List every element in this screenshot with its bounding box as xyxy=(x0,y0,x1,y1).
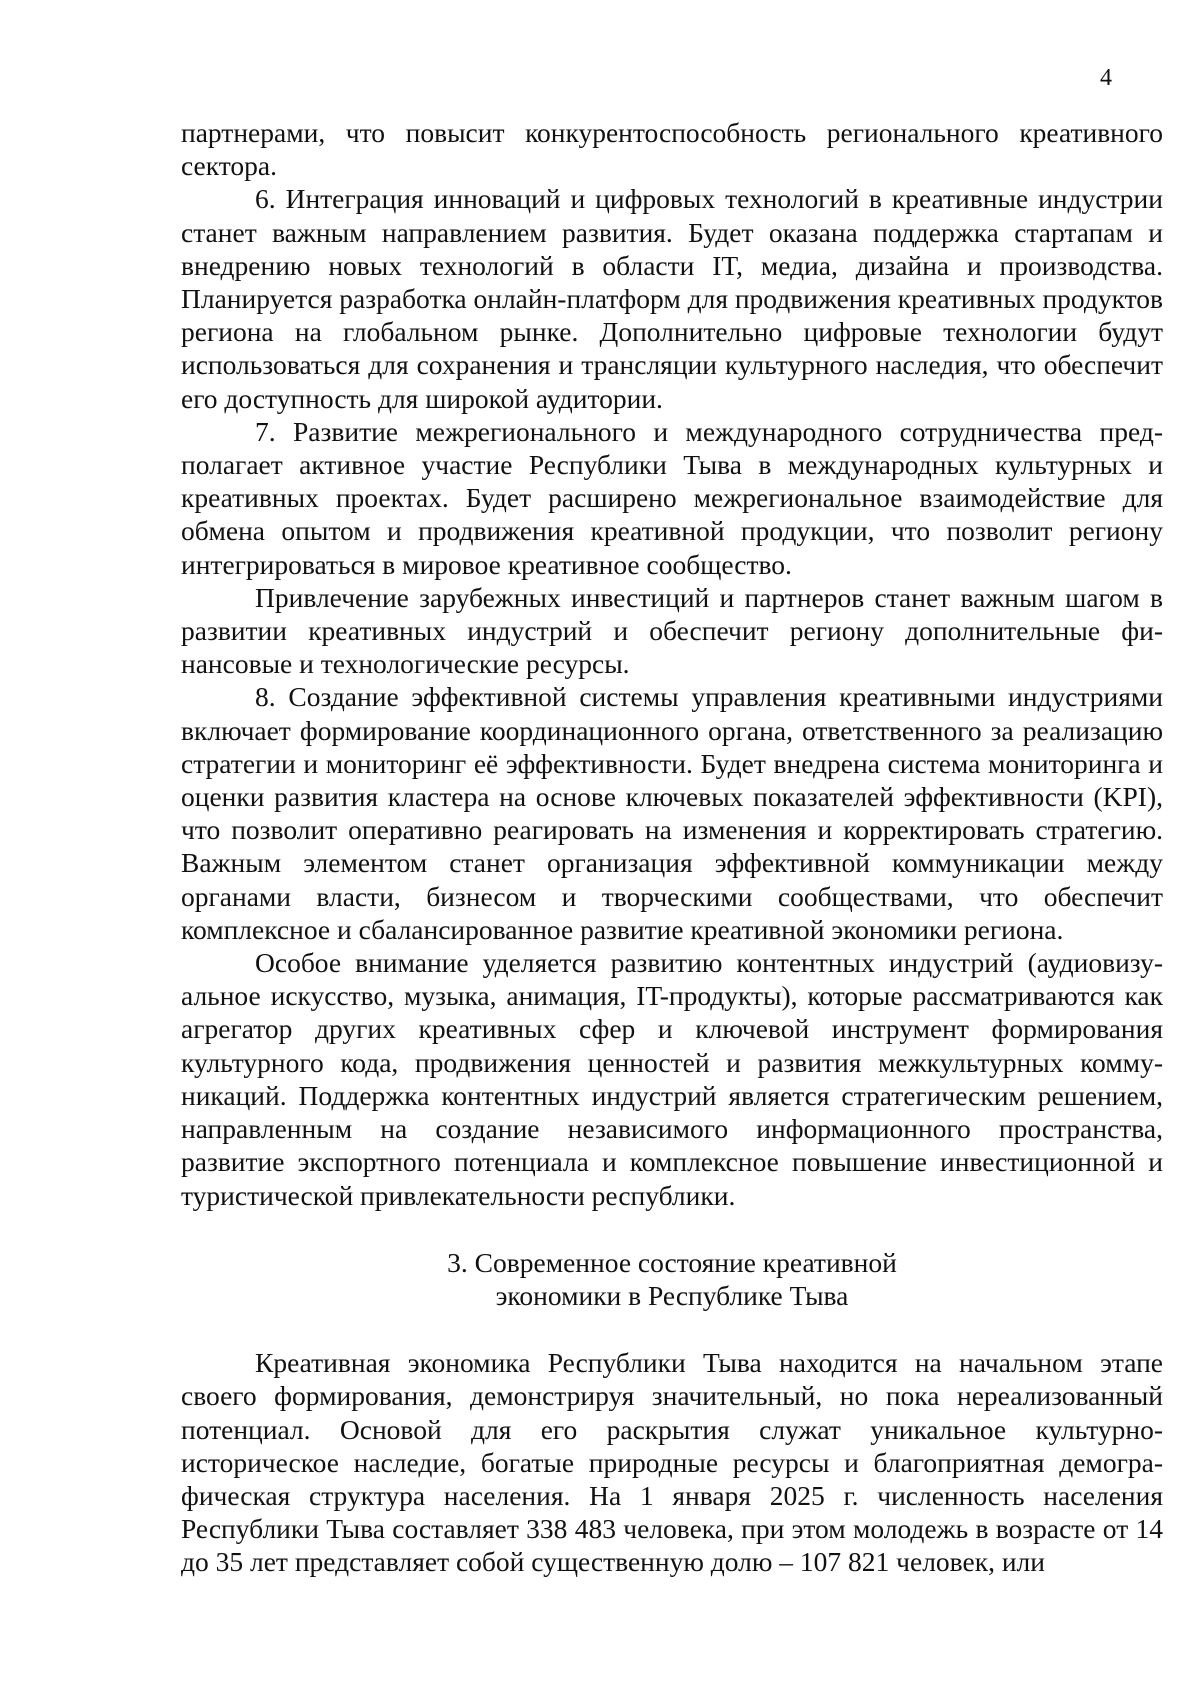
paragraph: 6. Интеграция инноваций и цифровых технологий в креативные индустрии станет важным направлением развития. Будет оказана поддержка стартапам и внедрению новых технологий в области IT, медиа, дизайна и производства. Планируется разработка онлайн-платформ для продвижения креативных продуктов региона на глобальном рынке. Дополнительно цифровые технологии будут использоваться для сохранения и трансляции культурного наследия, что обеспечит его доступность для широкой аудитории. xyxy=(181,183,1163,414)
paragraph: 7. Развитие межрегионального и международного сотрудничества предполагает активное участие Республики Тыва в международных культурных и креативных проектах. Будет расширено межрегиональное взаимодействие для обмена опытом и продвижения креативной продукции, что позволит региону интегрироваться в мировое креативное сообщество. xyxy=(181,415,1163,580)
paragraph: Особое внимание уделяется развитию контентных индустрий (аудиовизуальное искусство, музыка, анимация, IT-продукты), которые рассматриваются как агрегатор других креативных сфер и ключевой инструмент формирования культурного кода, продвижения ценностей и развития межкультурных коммуникаций. Поддержка контентных индустрий является стратегическим решением, направленным на создание независимого информационного пространства, развитие экспортного потенциала и комплексное повышение инвестиционной и туристической привлекательности республики. xyxy=(181,947,1163,1211)
paragraphs-after xyxy=(181,1346,1163,1578)
paragraph: партнерами, что повысит конкурентоспособность регионального креативного сектора. xyxy=(181,117,1163,182)
paragraph: 8. Создание эффективной системы управления креативными индустриями включает формирование координационного органа, ответственного за реализацию стратегии и мониторинг её эффективности. Будет внедрена система мониторинга и оценки развития кластера на основе ключевых показателей эффективности (KPI), что позволит оперативно реагировать на изменения и корректировать стратегию. Важным элементом станет организация эффективной коммуникации между органами власти, бизнесом и творческими сообществами, что обеспечит комплексное и сбалансированное развитие креативной экономики региона. xyxy=(181,681,1163,945)
paragraphs-before xyxy=(181,116,1163,1212)
section-heading-line-2: экономики в Республике Тыва xyxy=(495,1279,849,1311)
paragraph: Привлечение зарубежных инвестиций и партнеров станет важным шагом в развитии креативных индустрий и обеспечит региону дополнительные финансовые и технологические ресурсы. xyxy=(181,581,1163,680)
section-heading-line-1: 3. Современное состояние креативной xyxy=(447,1246,897,1278)
paragraph: Креативная экономика Республики Тыва находится на начальном этапе своего формирования, демонстрируя значительный, но пока нереализованный потенциал. Основой для его раскрытия служат уникальное культурно-историческое наследие, богатые природные ресурсы и благоприятная демографическая структура населения. На 1 января 2025 г. численность населения Республики Тыва составляет 338 483 человека, при этом молодежь в возрасте от 14 до 35 лет представляет собой существенную долю – 107 821 человек, или xyxy=(181,1347,1163,1578)
page-number: 4 xyxy=(1100,65,1112,91)
section-heading xyxy=(181,1246,1163,1312)
document-body xyxy=(181,116,1163,1579)
